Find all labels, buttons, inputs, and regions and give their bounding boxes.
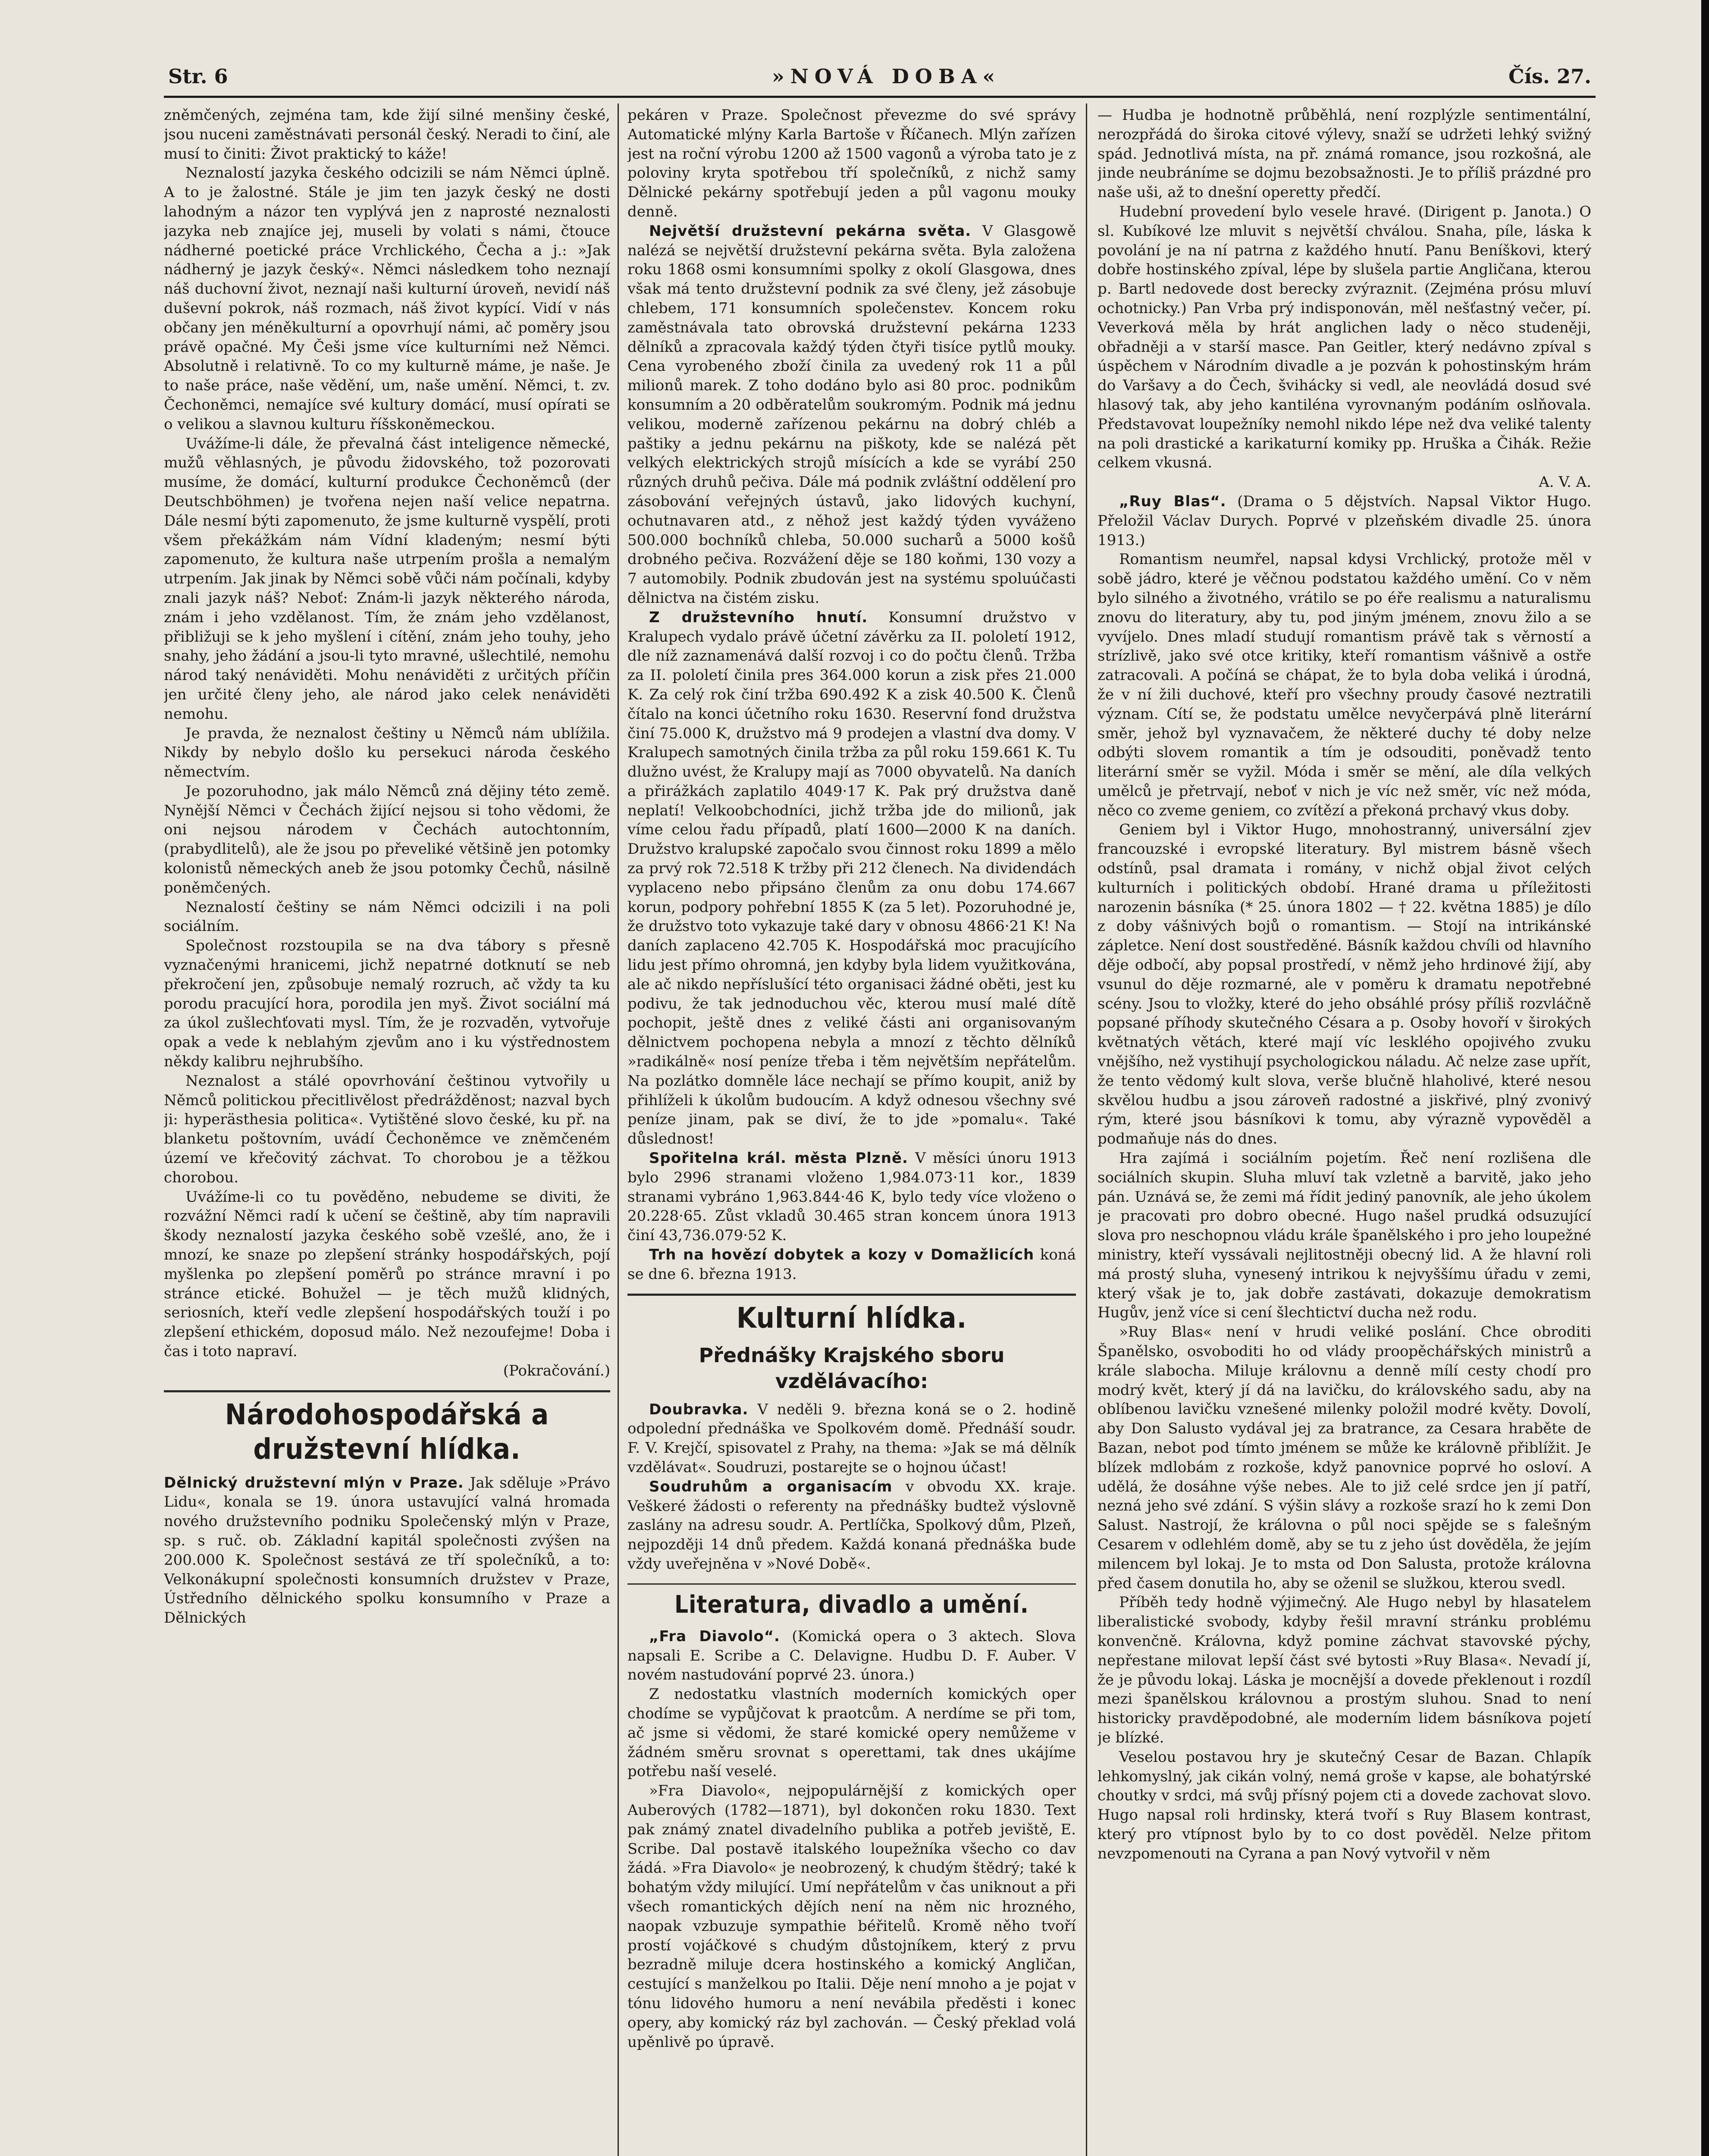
article-paragraph: — Hudba je hodnotně průběhlá, není rozplýzle sentimentální, nerozpřádá do široka citové výlevy, snaží se udržeti lehký svižný spád. Jednotlivá místa, na př. známá romance, jsou rozkošná, ale jinde neubráníme se dojmu bezobsažnosti. Je to příliš prázdné pro naše uši, až to dnešní operetty předčí. [1098,107,1591,201]
news-item [627,608,1076,1149]
section-rule [627,1583,1076,1585]
article-paragraph: Neznalostí češtiny se nám Němci odcizili i na poli sociálním. [164,898,610,935]
article-paragraph: Hudební provedení bylo vesele hravé. (Dirigent p. Janota.) O sl. Kubíkové lze mluvit s největší chválou. Snaha, píle, láska k povolání je na ní patrna z každého hnutí. Panu Beníškovi, který dobře hostinského zpíval, lépe by slušela partie Angličana, kterou p. Bartl nedovede dost berecky zvýraznit. (Zejména prósu mluví ochotnicky.) Pan Vrba prý indisponován, měl nešťastný večer, pí. Veverková měla by hrát anglichen lady o něco studeněji, obřadněji a v starší masce. Pan Geitler, který nedávno zpíval s úspěchem v Národním divadle a je pozván k pohostinským hrám do Varšavy a do Čech, švihácky si vedl, ale neovládá dosud své hlasový tak, aby jeho kantiléna vyrovnaným podáním oslňovala. Představovat loupežníky nemohl nikdo lépe než dva veliké talenty na poli drastické a karikaturní komiky pp. Hruška a Čihák. Režie celkem vkusná. [1098,203,1591,472]
news-item [627,222,1076,608]
article-paragraph: Romantism neumřel, napsal kdysi Vrchlický, protože měl v sobě jádro, které je věčnou podstatou každého umění. Co v něm bylo silného a životného, vrátilo se po éře realismu a naturalismu znovu do literatury, aby tu, pod jiným jménem, znovu žilo a se vyvíjelo. Dnes mladí studují romantism právě tak s věrností a strízlivě, jako své otce kritiky, kteří romantism vášnivě a ostře zatracovali. A počíná se chápat, že to byla doba veliká i úrodná, že v ní žili duchové, kteří pro všechny proudy časové neztratili význam. Cítí se, že podstatu umělce nevyčerpává plně literární směr, jehož byl vyznavačem, že některé duchy té doby nelze odbýti slovem romantik a tím je odsouditi, poněvadž tento literární směr se vyžil. Móda i směr se mění, ale díla velkých umělců je přetrvají, neboť v nich je víc než směr, víc než móda, něco co zveme geniem, co zvítězí a překoná prchavý vkus doby. [1098,551,1591,819]
news-item [164,1473,610,1628]
article-paragraph: pekáren v Praze. Společnost převezme do své správy Automatické mlýny Karla Bartoše v Říčanech. Mlýn zařízen jest na roční výrobu 1200 až 1500 vagonů a výroba tato je z poloviny kryta spotřebou tří společníků, z nichž samy Dělnické pekárny spotřebují jeden a půl vagonu mouky denně. [627,107,1076,220]
news-item-text: koná se dne 6. března 1913. [627,1246,1076,1283]
article-paragraph: »Fra Diavolo«, nejpopulárnější z komických oper Auberových (1782—1871), byl dokončen roku 1830. Text pak známý znatel divadelního publika a potřeb jeviště, E. Scribe. Dal postavě italského loupežníka všecho co dav žádá. »Fra Diavolo« je neobrozený, k chudým štědrý; také k bohatým vždy milující. Umí nepřátelům v čas uniknout a při všech romantických dějích není na něm nic hrozného, naopak vzbuzuje sympathie béřitelů. Kromě něho tvoří prostí vojáčkové s chudým důstojníkem, který z prvu bezradně miluje dcera hostinského a komický Angličan, cestující s manželkou po Italii. Děje není mnoho a je pojat v tónu lidového humoru a není nevábila předěsti i konec opery, aby komický ráz byl zachován. — Český překlad volá upěnlivě po úpravě. [627,1782,1076,2051]
news-item-lead: Trh na hovězí dobytek a kozy v Domažlicích [649,1246,1035,1264]
news-item-text: V měsíci únoru 1913 bylo 2996 stranami vloženo 1,984.073·11 kor., 1839 stranami vybráno 1,963.844·46 K, bylo tedy více vloženo o 20.228·65. Zůst vkladů 30.465 stran koncem února 1913 činí 43,736.079·52 K. [627,1150,1076,1244]
section-rule [627,1294,1076,1296]
article-paragraph: Společnost rozstoupila se na dva tábory s přesně vyznačenými hranicemi, jichž nepatrné dotknutí se neb překročení jen, způsobuje nemalý rozruch, ač vždy ta ku porodu pracující hora, porodila jen myš. Život sociální má za úkol zušlechťovati mysl. Tím, že je rozvaděn, vytvořuje opak a vede k neblahým zjevům ano i ku výstřednostem někdy kalibru nejhrubšího. [164,937,610,1071]
section-title-culture: Kulturní hlídka. [736,1301,967,1335]
news-item [627,1627,1076,1685]
news-item [627,1149,1076,1245]
article-paragraph: Hra zajímá i sociálním pojetím. Řeč není rozlišena dle sociálních skupin. Sluha mluví tak vzletně a barvitě, jako jeho pán. Uznává se, že zemi má řídit jediný panovník, ale jeho úkolem je pracovati pro dobro obecné. Hugo našel prudká odsuzující slova pro neschopnou vládu krále španělského i pro jeho loupežné ministry, kteří vyssávali nejlitostněji obecný lid. A že hlavní roli má prostý sluha, vynesený intrikou k nejvyššímu úřadu v zemi, který však je to, jak dobře zastávati, dokazuje demokratism Hugův, jenž více si cení šlechtictví ducha než rodu. [1098,1150,1591,1322]
section-rule [164,1390,610,1392]
article-paragraph: »Ruy Blas« není v hrudi veliké poslání. Chce obroditi Španělsko, osvoboditi ho od vlády proopěchářských ministrů a krále slabocha. Miluje královnu a denně mílí cesty chodí pro modrý květ, který jí dá na lavičku, do královského sadu, aby na oblíbenou lavičku vznešené milenky položil modré květy. Dovolí, aby Don Salusto vydával jej za bratrance, za Cesara hraběte de Bazan, nebot pod tímto jménem se může ke královně přiblížit. Je blízek mdlobám z rozkoše, když panovnice poprvé ho osloví. A udělá, že dosáhne výše nebes. Ale to již celé srdce jen jí patří, nezná jeho své zdání. S výšin slávy a rozkoše srazí ho k zemi Don Salust. Nastrojí, že královna o půl noci spějde se s falešným Cesarem v odlehlém domě, aby se tu z jeho úst dověděla, že jejím milencem byl lokaj. Je to msta od Don Salusta, protože královna před časem donutila ho, aby se oženil se služkou, kterou svedl. [1098,1323,1591,1592]
column-divider-1 [618,103,619,2156]
news-item [1098,492,1591,550]
header-rule [164,96,1596,98]
news-item [627,1245,1076,1284]
news-item-text: Konsumní družstvo v Kralupech vydalo právě účetní závěrku za II. pololetí 1912, dle níž zaznamenává další rozvoj i co do počtu členů. Tržba za II. pololetí činila pres 364.000 korun a zisk přes 21.000 K. Za celý rok činí tržba 690.492 K a zisk 40.500 K. Členů čítalo na konci účetního roku 1630. Reservní fond družstva činí 75.000 K, družstvo má 9 prodejen a vlastní dva domy. V Kralupech samotných činila tržba za půl roku 159.661 K. Tu dlužno uvést, že Kralupy mají as 7000 obyvatelů. Na daních a přirážkách zaplatilo 4049·17 K. Pak prý družstva daně neplatí! Velkoobchodníci, jichž tržba jde do milionů, jak víme celou řadu případů, platí 1600—2000 K na daních. Družstvo kralupské započalo svou činnost roku 1899 a mělo za prvý rok 72.518 K tržby při 212 členech. Na dividendách vyplaceno nebo připsáno členům za onu dobu 174.667 korun, podpory pohřební 1855 K (za 5 let). Pozoruhodné je, že družstvo toto vykazuje také dary v obnosu 4866·21 K! Na daních zaplaceno 42.705 K. Hospodářská moc pracujícího lidu jest přímo ohromná, jen kdyby byla lidem využitkována, ale ač nikdo nepříslušící této organisaci žádné oběti, jest ku podivu, že tak jednoduchou věc, kterou musí malé dítě pochopit, ještě dnes z veliké části ani organisovaným dělnictvem pochopena nebyla a mnozí z těchto dělníků »radikálně« nosí peníze třeba i těm největším nepřátelům. Na pozlátko domněle láce nechají se přímo koupit, aniž by přihlíželi k úkolům budoucím. A když odnesou všechny své peníze jinam, pak se diví, že to jde »pomalu«. Také důslednost! [627,608,1076,1148]
article-paragraph: Z nedostatku vlastních moderních komických oper chodíme se vypůjčovat k praotcům. A nerdíme se při tom, ač jsme si vědomi, že staré komické opery nemůžeme v žádném směru srovnat s operettami, tak dnes ukájíme potřebu naší veselé. [627,1686,1076,1780]
article-paragraph: Je pravda, že neznalost češtiny u Němců nám ublížila. Nikdy by nebylo došlo ku persekuci národa českého němectvím. [164,724,610,781]
news-item-lead: „Fra Diavolo“. [649,1627,780,1645]
author-signature: A. V. A. [1539,473,1591,491]
scan-edge [1701,0,1709,2156]
article-paragraph: Uvážíme-li co tu pověděno, nebudeme se diviti, že rozvážní Němci radí k učení se češtině, aby tím napravili škody neznalostí jazyka českého sobě vzešlé, ano, že i mnozí, ke snaze po zlepšení stránky hospodářských, pojí myšlenka po zlepšení poměrů po stránce mravní i po stránce etické. Bohužel — je těch mužů klidných, seriosních, kteří vedle zlepšení hospodářských touží i po zlepšení ethickém, doposud málo. Než nezoufejme! Doba i čas i toto napraví. [164,1188,610,1360]
news-item-lead: „Ruy Blas“. [1119,492,1226,510]
newspaper-title: »NOVÁ DOBA« [772,65,1001,88]
news-item-lead: Soudruhům a organisacím [649,1478,893,1495]
news-item [627,1477,1076,1574]
section-title-economy: Národohospodářská a družstevní hlídka. [225,1398,549,1466]
news-item [627,1400,1076,1477]
news-item-text: v obvodu XX. kraje. Veškeré žádosti o referenty na přednášky budtež výslovně zaslány na adresu soudr. A. Pertlíčka, Spolkový dům, Plzeň, nejpozději 14 dnů předem. Každá konaná přednáška bude vždy uveřejněna v »Nové Době«. [627,1478,1076,1573]
page-number: Str. 6 [168,65,228,88]
column-divider-2 [1086,103,1087,2156]
news-item-text: (Komická opera o 3 aktech. Slova napsali E. Scribe a C. Delavigne. Hudbu D. F. Auber. V novém nastudování poprvé 23. února.) [627,1627,1076,1684]
news-item-lead: Doubravka. [649,1401,749,1418]
subsection-title-lectures: Přednášky Krajského sboru vzdělávacího: [699,1343,1005,1393]
news-item-lead: Dělnický družstevní mlýn v Praze. [164,1474,464,1492]
issue-number: Čís. 27. [1508,65,1591,88]
article-paragraph: zněmčených, zejména tam, kde žijí silné menšiny české, jsou nuceni zaměstnávati personál český. Neradi to činí, ale musí to činiti: Život praktický to káže! [164,107,610,163]
article-paragraph: Geniem byl i Viktor Hugo, mnohostranný, universální zjev francouzské i evropské literatury. Byl mistrem básně všech odstínů, psal dramata i romány, v nichž objal život celých kulturních i politických období. Hrané drama u příležitosti narozenin básníka (* 25. února 1802 — † 22. května 1885) je dílo z doby vášnivých bojů o romantism. — Stojí na intrikánské zápletce. Není dost soustředěné. Básník každou chvíli od hlavního děje odbočí, aby popsal prostředí, v němž jeho hrdinové žijí, aby vsunul do děje rozmarné, ale v poměru k dramatu nepotřebné scény. Jsou to vložky, které do jeho obsáhlé prósy příliš rozvláčně popsané příhody skutečného Césara a p. Osoby hovoří v širokých květnatých větách, které mají víc lesklého opojivého zvuku vnějšího, než vystihují psychologickou náladu. Ač nelze zase upřít, že tento vědomý kult slova, verše blučně hlaholivé, které nesou skvělou hudbu a jsou zároveň radostné a jiskřivé, plný zvonivý rým, které jsou básníkovi k tomu, aby výrazně vypověděl a podmaňuje nás do dnes. [1098,821,1591,1148]
article-paragraph: Uvážíme-li dále, že převalná část inteligence německé, mužů věhlasných, je původu židovského, tož pozorovati musíme, že domácí, kulturní produkce Čechoněmců (der Deutschböhmen) je tvořena nejen naší velice nepatrna. Dále nesmí býti zapomenuto, že jsme kulturně vyspělí, proti všem překážkám nám Vídní kladeným; nesmí býti zapomenuto, že kultura naše utrpením prošla a nemalým utrpením. Jak jinak by Němci sobě vůči nám počínali, kdyby znali jazyk náš? Neboť: Znám-li jazyk některého národa, znám i jeho vzdělanost. Tím, že znám jeho vzdělanost, přibližuji se k jeho myšlení i cítění, znám jeho touhy, jeho snahy, jeho žádání a jsou-li tyto mravné, ušlechtilé, nemohu národ taký nenáviděti. Mohu nenáviděti z určitých příčin jen určité členy jeho, ale národ jako celek nenáviděti nemohu. [164,435,610,723]
article-paragraph: Je pozoruhodno, jak málo Němců zná dějiny této země. Nynější Němci v Čechách žijící nejsou si toho vědomi, že oni nejsou národem v Čechách autochtonním, (prabydlitelů), ale že jsou po převeliké většině jen potomky kolonistů německých aneb že jsou potomky Čechů, násilně poněmčených. [164,782,610,896]
continued-note: (Pokračování.) [503,1362,610,1379]
article-paragraph: Neznalostí jazyka českého odcizili se nám Němci úplně. A to je žalostné. Stále je jim ten jazyk český ne dosti lahodným a názor ten vyplývá jen z naprosté neznalosti jazyka neb znajíce jej, museli by volati s námi, čtouce nádherné poetické práce Vrchlického, Čecha a j.: »Jak nádherný je jazyk český«. Němci následkem toho neznají náš duchovní život, neznají naši kulturní úroveň, nevidí náš duševní pokrok, náš rozmach, náš život kypící. Vidí v nás občany jen méněkulturní a opovrhují námi, ač poměry jsou právě opačné. My Češi jsme více kulturními než Němci. Absolutně i relativně. To co my kulturně máme, je naše. Je to naše práce, naše vědění, um, naše umění. Němci, t. zv. Čechoněmci, nemajíce své kultury domácí, musí opírati se o velikou a slavnou kulturu říšskoněmeckou. [164,164,610,433]
news-item-text: V Glasgowě nalézá se největší družstevní pekárna světa. Byla založena roku 1868 osmi konsumními spolky z okolí Glasgowa, dnes však má tento družstevní podnik za své členy, jež zásobuje chlebem, 171 konsumních společenstev. Koncem roku zaměstnávala tato obrovská družstevní pekárna 1233 dělníků a zpracovala každý týden čtyři tisíce pytlů mouky. Cena vyrobeného zboží činila za uvedený rok 11 a půl milionů marek. Z toho dodáno bylo asi 80 proc. podnikům konsumním a 20 odběratelům soukromým. Podnik má jednu velikou, moderně zařízenou pekárnu na dobrý chléb a paštiky a jednu pekárnu na piškoty, kde se nalézá pět velkých elektrických strojů mísících a kde se vyrábí 250 různých druhů pečiva. Dále má podnik zvláštní oddělení pro zásobování veřejných ústavů, jako lidových kuchyní, ochutnavaren atd., z něhož jest každý týden vyváženo 500.000 bochníků chleba, 50.000 sucharů a 5000 košů drobného pečiva. Rozvážení děje se 180 koňmi, 130 vozy a 7 automobily. Podnik zbudován jest na systému spoluúčasti dělnictva na čistém zisku. [627,222,1076,607]
column-1 [164,106,610,2156]
article-paragraph: Příběh tedy hodně výjimečný. Ale Hugo nebyl by hlasatelem liberalistické svobody, kdyby řešil mravní stránku problému konvenčně. Královna, když pomine záchvat stavovské pýchy, nepřestane milovat lepší část své bytosti »Ruy Blasa«. Nevadí jí, že je původu lokaj. Láska je mocnější a dovede překlenout i rozdíl mezi španělskou královnou a prostým sluhou. Snad to není historicky pravděpodobné, ale moderním lidem básníkova pojetí je blízké. [1098,1594,1591,1746]
column-3 [1098,106,1591,2156]
news-item-lead: Největší družstevní pekárna světa. [649,222,972,240]
news-item-text: Jak sděluje »Právo Lidu«, konala se 19. února ustavující valná hromada nového družstevního podniku Společenský mlýn v Praze, sp. s ruč. ob. Základní kapitál společnosti zvýšen na 200.000 K. Společnost sestává ze tří společníků, a to: Velkonákupní společnosti konsumních družstev v Praze, Ústředního dělnického spolku konsumního v Praze a Dělnických [164,1474,610,1627]
news-item-text: V neděli 9. března koná se o 2. hodině odpolední přednáška ve Spolkovém domě. Přednáší soudr. F. V. Krejčí, spisovatel z Prahy, na thema: »Jak se má dělník vzdělávat«. Soudruzi, postarejte se o hojnou účast! [627,1401,1076,1476]
news-item-lead: Z družstevního hnutí. [649,608,868,626]
page-header [168,65,1591,91]
section-title-literature: Literatura, divadlo a umění. [674,1590,1029,1619]
news-item-text: (Drama o 5 dějstvích. Napsal Viktor Hugo. Přeložil Václav Durych. Poprvé v plzeňském divadle 25. února 1913.) [1098,492,1591,549]
article-paragraph: Neznalost a stálé opovrhování češtinou vytvořily u Němců politickou přecitlivělost předrážděnost; nazval bych ji: hyperästhesia politica«. Vytištěné slovo české, ku př. na blanketu poštovním, uvádí Čechoněmce ve zněmčeném území ve křečovitý záchvat. To chorobou je a těžkou chorobou. [164,1072,610,1186]
news-item-lead: Spořitelna král. města Plzně. [649,1150,908,1167]
article-paragraph: Veselou postavou hry je skutečný Cesar de Bazan. Chlapík lehkomyslný, jak cikán volný, nemá groše v kapse, ale bohatýrské choutky v srdci, má svůj přísný pojem cti a dovede zachovat slovo. Hugo napsal roli hrdinsky, která tvoří s Ruy Blasem kontrast, který pro vtípnost bylo by to co dost pověděl. Nelze přitom nevzpomenouti na Cyrana a pan Nový vytvořil v něm [1098,1748,1591,1862]
column-2 [627,106,1076,2156]
